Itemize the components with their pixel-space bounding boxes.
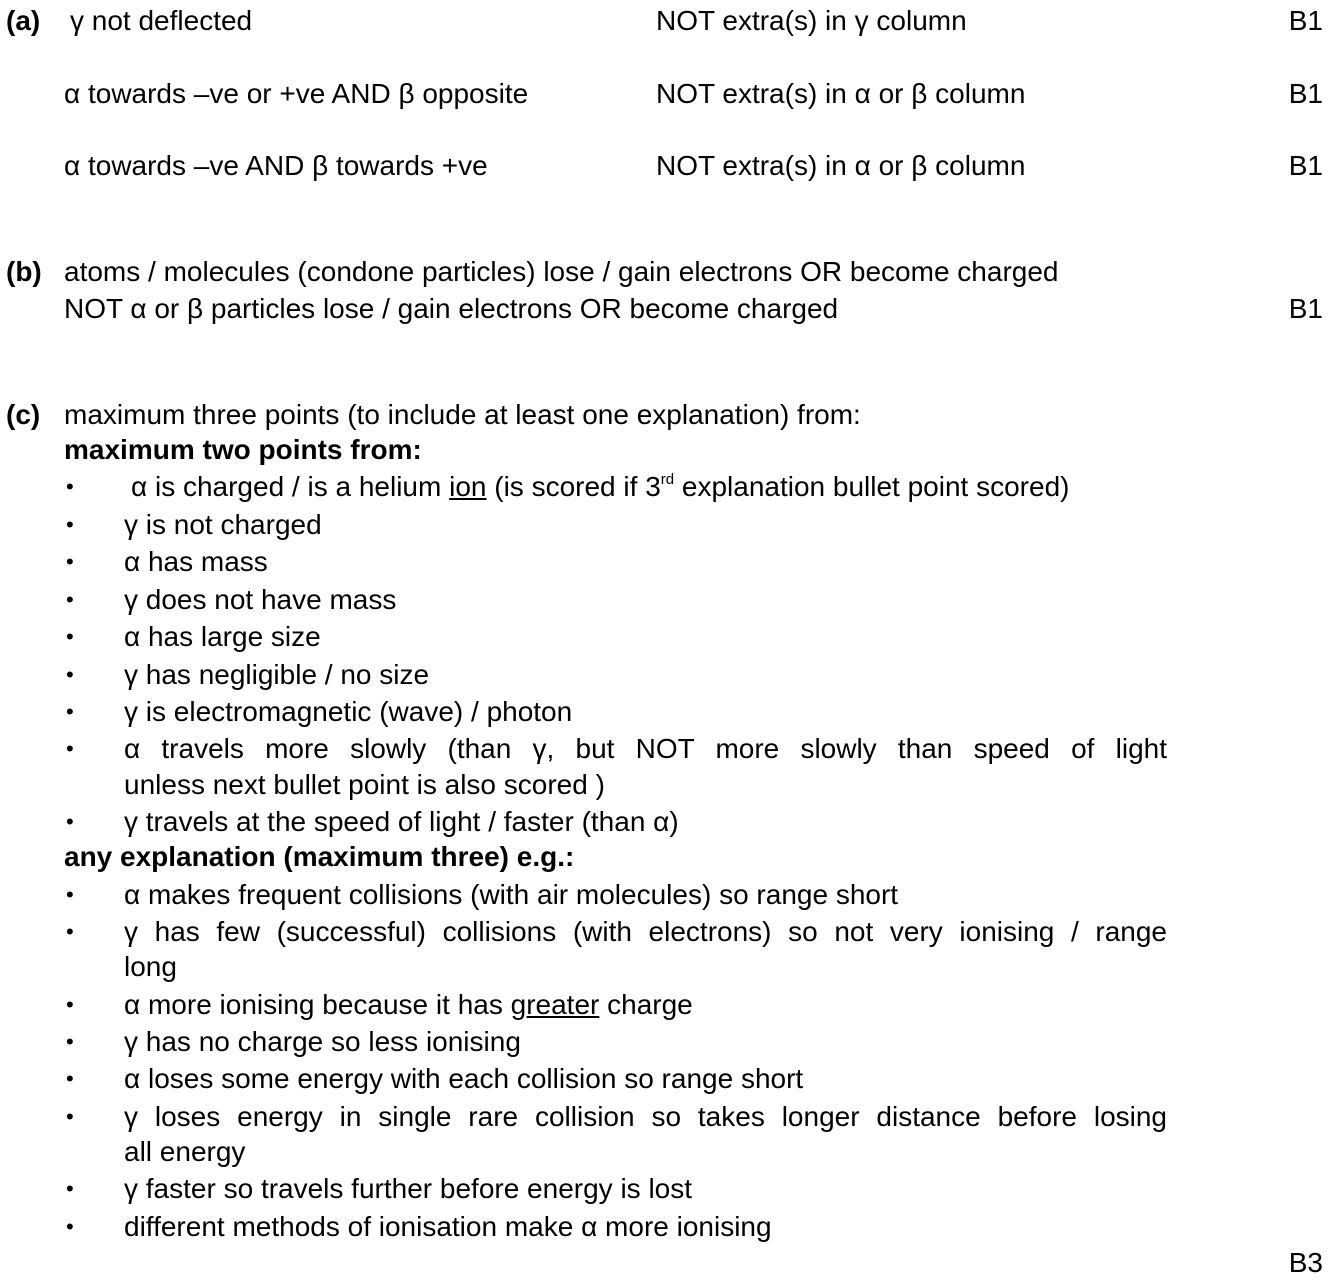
point-alpha-large-size: α has large size (124, 621, 321, 652)
part-c-mark: B3 (1288, 1247, 1323, 1278)
point-gamma-no-mass: γ does not have mass (124, 584, 397, 615)
part-c-heading-points: maximum two points from: (64, 434, 422, 465)
bullet-marker: • (66, 1066, 74, 1091)
part-a-row1-answer: γ not deflected (70, 5, 253, 36)
explanation-gamma-rare-collision-line2: all energy (124, 1136, 246, 1167)
explanation-gamma-no-charge: γ has no charge so less ionising (124, 1026, 521, 1057)
explanation-gamma-rare-collision-line1: γ loses energy in single rare collision so takes longer distance before losing (124, 1101, 1167, 1132)
point-alpha-mass: α has mass (124, 546, 268, 577)
bullet-marker: • (66, 882, 74, 907)
explanation-alpha-frequent-collisions: α makes frequent collisions (with air molecules) so range short (124, 879, 899, 910)
point-alpha-charged-superscript: rd (660, 471, 675, 488)
bullet-marker: • (66, 474, 74, 499)
part-a-row2-answer: α towards –ve or +ve AND β opposite (64, 78, 529, 109)
bullet-marker: • (66, 809, 74, 834)
part-a-row2-note: NOT extra(s) in α or β column (656, 78, 1026, 109)
part-b-line1: atoms / molecules (condone particles) lose / gain electrons OR become charged (64, 256, 1059, 287)
part-c-label: (c) (6, 399, 41, 430)
part-a-row2-mark: B1 (1288, 78, 1323, 109)
part-a-row1-note: NOT extra(s) in γ column (656, 5, 967, 36)
explanation-gamma-travels-further: γ faster so travels further before energy is lost (124, 1173, 693, 1204)
point-alpha-charged (131, 470, 1069, 504)
explanation-alpha-loses-energy: α loses some energy with each collision so range short (124, 1063, 804, 1094)
part-a-row3-answer: α towards –ve AND β towards +ve (64, 150, 488, 181)
explanation-alpha-greater-charge-after: charge (599, 989, 693, 1020)
part-c-intro: maximum three points (to include at least one explanation) from: (64, 399, 861, 430)
point-alpha-charged-text: α is charged / is a helium (131, 471, 450, 502)
part-a-label: (a) (6, 5, 41, 36)
explanation-gamma-few-collisions-line2: long (124, 951, 177, 982)
part-c-heading-explanations: any explanation (maximum three) e.g.: (64, 841, 575, 872)
point-gamma-negligible-size: γ has negligible / no size (124, 659, 430, 690)
bullet-marker: • (66, 587, 74, 612)
part-a-row3-note: NOT extra(s) in α or β column (656, 150, 1026, 181)
bullet-marker: • (66, 919, 74, 944)
bullet-marker: • (66, 699, 74, 724)
part-b-line2: NOT α or β particles lose / gain electrons OR become charged (64, 293, 839, 324)
bullet-marker: • (66, 549, 74, 574)
bullet-marker: • (66, 992, 74, 1017)
point-alpha-charged-middle: (is scored if 3 (486, 471, 661, 502)
explanation-alpha-greater-charge-underlined: greater (510, 989, 600, 1020)
bullet-marker: • (66, 512, 74, 537)
bullet-marker: • (66, 736, 74, 761)
part-a-row1-mark: B1 (1288, 5, 1323, 36)
point-gamma-electromagnetic: γ is electromagnetic (wave) / photon (124, 696, 573, 727)
point-alpha-charged-after: explanation bullet point scored) (674, 471, 1070, 502)
point-gamma-speed-of-light: γ travels at the speed of light / faster (than α) (124, 806, 679, 837)
bullet-marker: • (66, 1176, 74, 1201)
explanation-alpha-greater-charge-text: α more ionising because it has (124, 989, 511, 1020)
point-alpha-slower-line1: α travels more slowly (than γ, but NOT more slowly than speed of light (124, 733, 1167, 764)
part-a-row3-mark: B1 (1288, 150, 1323, 181)
bullet-marker: • (66, 1104, 74, 1129)
bullet-marker: • (66, 624, 74, 649)
explanation-gamma-few-collisions-line1: γ has few (successful) collisions (with electrons) so not very ionising / range (124, 916, 1167, 947)
bullet-marker: • (66, 662, 74, 687)
bullet-marker: • (66, 1214, 74, 1239)
explanation-ionisation-methods: different methods of ionisation make α more ionising (124, 1211, 772, 1242)
bullet-marker: • (66, 1029, 74, 1054)
part-b-label: (b) (6, 256, 42, 287)
point-alpha-charged-underlined: ion (449, 471, 487, 502)
part-b-mark: B1 (1288, 293, 1323, 324)
point-gamma-not-charged: γ is not charged (124, 509, 322, 540)
explanation-alpha-greater-charge (124, 988, 693, 1022)
point-alpha-slower-line2: unless next bullet point is also scored ) (124, 769, 605, 800)
